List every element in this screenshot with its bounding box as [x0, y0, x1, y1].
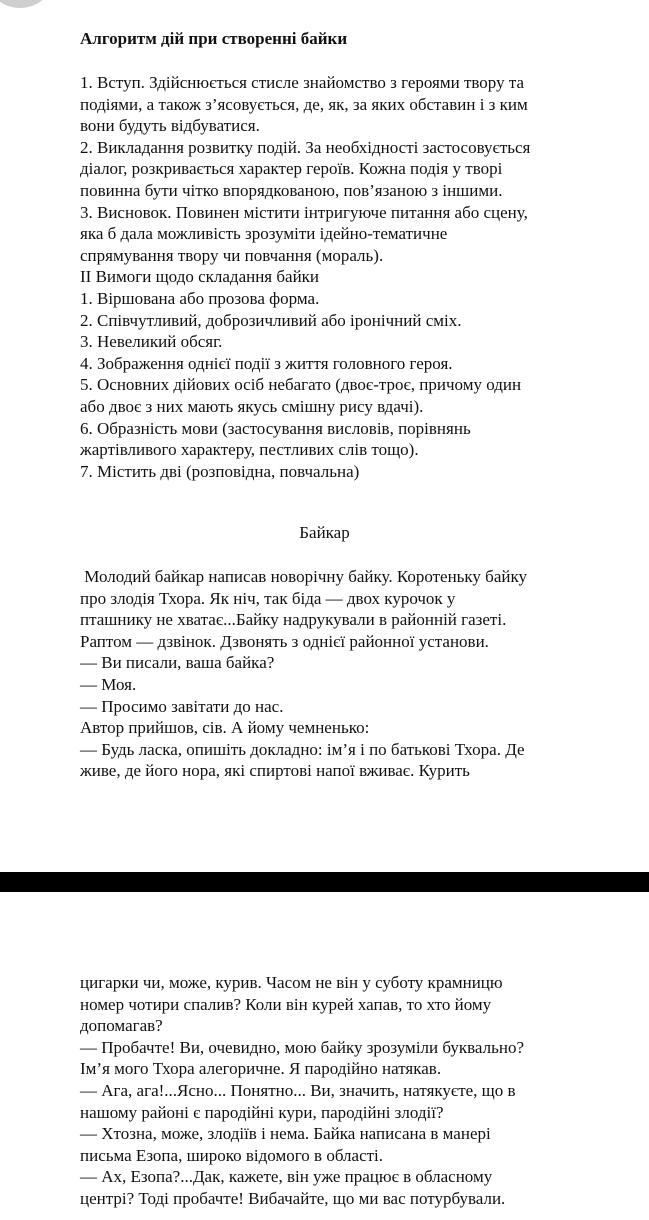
text-line: — Будь ласка, опишіть докладно: ім’я і по батькові Тхора. Де	[80, 739, 525, 759]
text-line: — Ага, ага!...Ясно... Понятно... Ви, значить, натякуєте, що в	[80, 1080, 516, 1100]
text-line: 3. Невеликий обсяг.	[80, 332, 223, 352]
text-line: письма Езопа, широко відомого в області.	[80, 1145, 384, 1165]
fable-title: Байкар	[299, 523, 350, 542]
text-line: Автор прийшов, сів. А йому чемненько:	[80, 718, 370, 738]
fable-text-part-1	[80, 566, 600, 782]
page-separator	[0, 872, 649, 892]
text-line: пташнику не хватає...Байку надрукували в районній газеті.	[80, 610, 507, 630]
corner-shadow	[0, 0, 50, 8]
text-line: — Ах, Езопа?...Дак, кажете, він уже працює в обласному	[80, 1167, 493, 1187]
requirements-heading-line: ІІ Вимоги щодо складання байки	[80, 267, 320, 287]
text-line: — Пробачте! Ви, очевидно, мою байку зрозуміли буквально?	[80, 1037, 525, 1057]
text-line: 5. Основних дійових осіб небагато (двоє-троє, причому один	[80, 375, 522, 395]
text-line: подіями, а також з’ясовується, де, як, за яких обставин і з ким	[80, 94, 528, 114]
text-line: 1. Віршована або прозова форма.	[80, 288, 320, 308]
text-line: про злодія Тхора. Як ніч, так біда — двох курочок у	[80, 588, 456, 608]
text-line: вони будуть відбуватися.	[80, 116, 260, 136]
text-line: жартівливого характеру, пестливих слів тощо).	[80, 440, 419, 460]
fable-text-part-2	[80, 972, 600, 1210]
text-line: діалог, розкривається характер героїв. Кожна подія у творі	[80, 159, 503, 179]
text-line: допомагав?	[80, 1016, 163, 1036]
text-line: цигарки чи, може, курив. Часом не він у суботу крамницю	[80, 973, 503, 992]
text-line: спрямування твору чи повчання (мораль).	[80, 245, 384, 265]
text-line: — Ви писали, ваша байка?	[80, 653, 275, 673]
algorithm-text	[80, 72, 600, 482]
text-line: яка б дала можливість зрозуміти ідейно-тематичне	[80, 224, 448, 244]
text-line: центрі? Тоді пробачте! Вибачайте, що ми вас потурбували.	[80, 1188, 506, 1208]
text-line: повинна бути чітко впорядкованою, пов’язаною з іншими.	[80, 180, 503, 200]
text-line: — Моя.	[80, 674, 137, 694]
algorithm-heading: Алгоритм дій при створенні байки	[80, 29, 348, 48]
text-line: 4. Зображення однієї події з життя головного героя.	[80, 353, 453, 373]
text-line: Молодий байкар написав новорічну байку. Коротеньку байку	[80, 567, 527, 586]
text-line: 7. Містить дві (розповідна, повчальна)	[80, 461, 360, 481]
text-line: або двоє з них мають якусь смішну рису вдачі).	[80, 396, 424, 416]
text-line: — Хтозна, може, злодіїв і нема. Байка написана в манері	[80, 1124, 491, 1144]
text-line: 2. Викладання розвитку подій. За необхідності застосовується	[80, 137, 531, 157]
text-line: 3. Висновок. Повинен містити інтригуюче питання або сцену,	[80, 202, 528, 222]
text-line: 1. Вступ. Здійснюється стисле знайомство з героями твору та	[80, 73, 525, 92]
text-line: 6. Образність мови (застосування висловів, порівнянь	[80, 418, 471, 438]
text-line: 2. Співчутливий, доброзичливий або іронічний сміх.	[80, 310, 462, 330]
text-line: Ім’я мого Тхора алегоричне. Я пародійно натякав.	[80, 1059, 442, 1079]
text-line: живе, де його нора, які спиртові напої вживає. Курить	[80, 761, 470, 781]
text-line: Раптом — дзвінок. Дзвонять з однієї районної установи.	[80, 631, 489, 651]
text-line: — Просимо завітати до нас.	[80, 696, 284, 716]
document-page-2	[0, 892, 649, 1220]
text-line: нашому районі є пародійні кури, пародійні злодії?	[80, 1102, 444, 1122]
text-line: номер чотири спалив? Коли він курей хапав, то хто йому	[80, 994, 492, 1014]
